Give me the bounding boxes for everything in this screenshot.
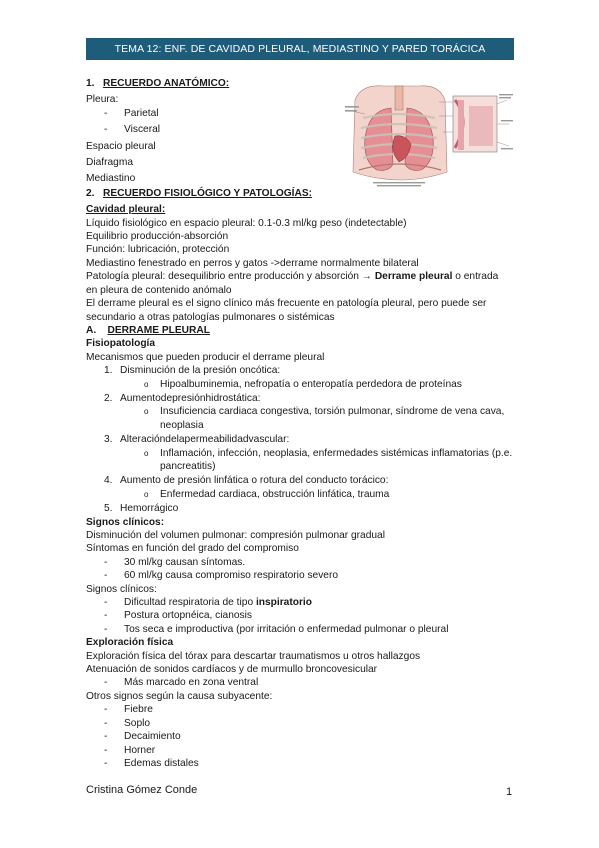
sintomas-item: - 30 ml/kg causan síntomas.	[104, 556, 246, 568]
otros-item: - Edemas distales	[104, 757, 199, 769]
pleura-item: - Visceral	[104, 124, 161, 136]
section-a-title: DERRAME PLEURAL	[107, 324, 210, 336]
text-line: Síntomas en función del grado del compromiso	[86, 543, 299, 555]
signos-item: - Postura ortopnéica, cianosis	[104, 610, 252, 622]
otros-item: - Fiebre	[104, 704, 153, 716]
section-2-number: 2.	[86, 187, 95, 199]
ventral-item: - Más marcado en zona ventral	[104, 677, 259, 689]
mechanism-item: 3. Alteracióndelapermeabilidadvascular:	[104, 434, 290, 446]
section-a-letter: A.	[86, 324, 97, 336]
otros-item: - Horner	[104, 744, 156, 756]
anatomy-item: Diafragma	[86, 157, 133, 169]
text-line: Atenuación de sonidos cardíacos y de murmullo broncovesicular	[86, 664, 378, 676]
text-line: Mecanismos que pueden producir el derrame pleural	[86, 351, 325, 363]
sintomas-item: - 60 ml/kg causa compromiso respiratorio severo	[104, 570, 339, 582]
text-line: Función: lubricación, protección	[86, 244, 230, 256]
pleura-label: Pleura:	[86, 94, 119, 106]
document-body	[86, 77, 526, 770]
mechanism-subitem: o Insuficiencia cardiaca congestiva, torsión pulmonar, síndrome de vena cava, neoplasia	[144, 406, 505, 431]
section-2-heading	[86, 187, 526, 200]
pleura-item: - Parietal	[104, 107, 159, 119]
section-a-heading	[86, 324, 526, 337]
anatomy-item: Espacio pleural	[86, 140, 156, 152]
text-line: Líquido fisiológico en espacio pleural: 0.1-0.3 ml/kg peso (indetectable)	[86, 217, 407, 229]
otros-item: - Soplo	[104, 717, 151, 729]
mechanism-item: 4. Aumento de presión linfática o rotura del conducto torácico:	[104, 475, 389, 487]
page-header: TEMA 12: ENF. DE CAVIDAD PLEURAL, MEDIASTINO Y PARED TORÁCICA	[86, 38, 514, 60]
section-1-number: 1.	[86, 78, 95, 89]
anatomy-item: Mediastino	[86, 173, 136, 185]
text-line: Mediastino fenestrado en perros y gatos ->derrame normalmente bilateral	[86, 257, 419, 269]
section-2-title: RECUERDO FISIOLÓGICO Y PATOLOGÍAS:	[103, 187, 313, 199]
mechanism-subitem: o Inflamación, infección, neoplasia, enfermedades sistémicas inflamatorias (p.e. pancreatitis)	[144, 447, 513, 472]
fisiopatologia-heading: Fisiopatología	[86, 338, 156, 350]
section-1-title: RECUERDO ANATÓMICO:	[103, 78, 230, 89]
text-line: Exploración física del tórax para descartar traumatismos u otros hallazgos	[86, 650, 421, 662]
text-line: Otros signos según la causa subyacente:	[86, 690, 273, 702]
exploracion-heading: Exploración física	[86, 637, 174, 649]
page-number: 1	[506, 786, 513, 798]
mechanism-item: 2. Aumentodepresiónhidrostática:	[104, 392, 261, 404]
mechanism-item: 1. Disminución de la presión oncótica:	[104, 365, 281, 377]
cavidad-pleural-heading: Cavidad pleural:	[86, 204, 166, 216]
footer-author: Cristina Gómez Conde	[86, 784, 198, 796]
signos-label: Signos clínicos:	[86, 583, 157, 595]
signos-item: - Tos seca e improductiva (por irritación o enfermedad pulmonar o pleural	[104, 623, 449, 635]
derrame-note: El derrame pleural es el signo clínico más frecuente en patología pleural, pero puede ser secundario a otras patologías pulmonares o sistémicas	[86, 298, 487, 323]
signos-clinicos-heading: Signos clínicos:	[86, 516, 165, 528]
section-1-heading	[86, 77, 526, 90]
signos-item: - Dificultad respiratoria de tipo inspiratorio	[104, 597, 312, 609]
text-line: Equilibrio producción-absorción	[86, 231, 229, 243]
mechanism-item: 5. Hemorrágico	[104, 503, 179, 515]
text-line: Disminución del volumen pulmonar: compresión pulmonar gradual	[86, 530, 385, 541]
patologia-pleural-text: Patología pleural: desequilibrio entre producción y absorción → Derrame pleural o entrada en pleura de contenido anómalo	[86, 271, 499, 296]
mechanism-subitem: o Hipoalbuminemia, nefropatía o enteropatía perdedora de proteínas	[144, 378, 462, 390]
mechanism-subitem: o Enfermedad cardiaca, obstrucción linfática, trauma	[144, 488, 390, 500]
otros-item: - Decaimiento	[104, 731, 181, 743]
